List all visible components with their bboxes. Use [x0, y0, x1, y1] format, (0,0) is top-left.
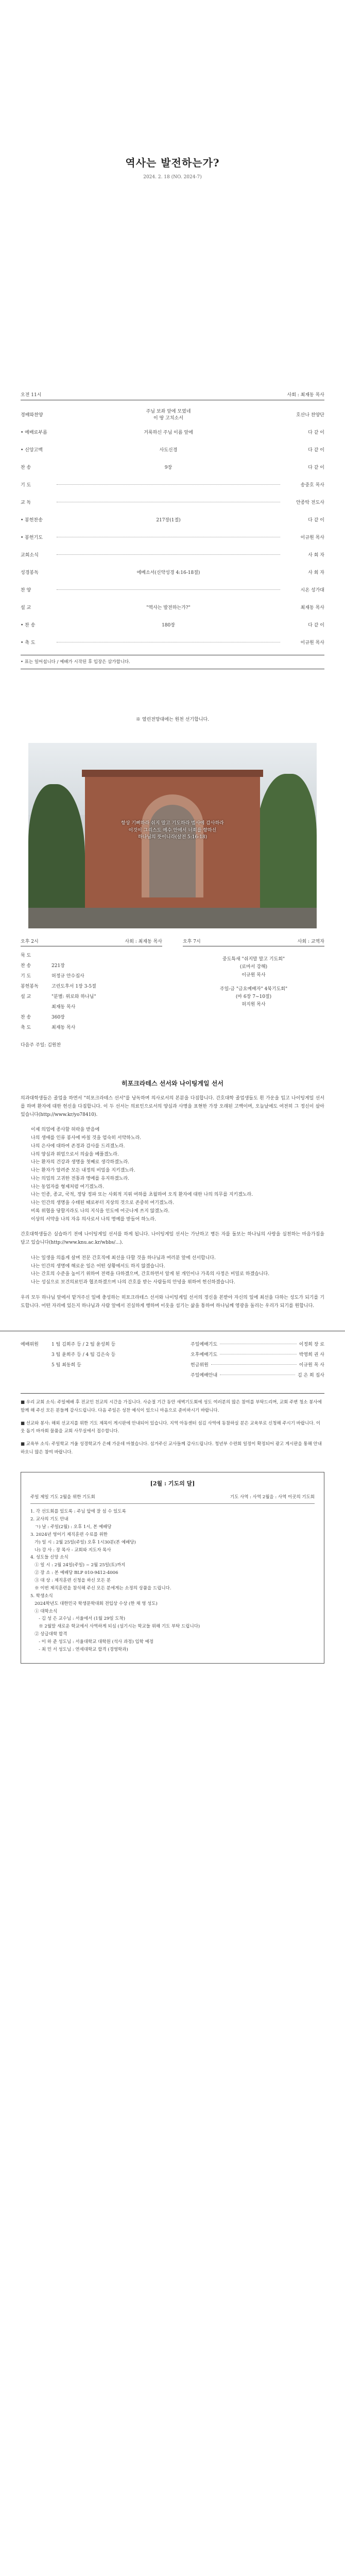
order-label: • 예배로부름 [21, 430, 47, 435]
wednesday-line [183, 979, 324, 986]
order-leader: 시온 성가대 [300, 587, 324, 593]
nightingale-list [21, 1255, 324, 1287]
server-value: 이정희 장 로 [299, 1342, 324, 1347]
order-leader: 사 회 자 [308, 552, 324, 558]
afternoon-worship [21, 938, 162, 1032]
prayer-meta-left: 주일 제일 기도 2월을 위한 기도회 [30, 1495, 95, 1500]
oath-item: 나의 은사에 대하여 존경과 감사를 드리겠노라. [31, 1143, 125, 1149]
server-value: 5 팀 최동희 등 [51, 1362, 81, 1368]
prayer-item: ※ 2월말 새로운 학교에서 사역하게 되심 (섬기시는 학교들 위해 기도 부탁 드립니다) [30, 1624, 200, 1630]
prayer-item: ① 일 시 : 2월 24일(주일) ~ 2월 25일(토)까지 [30, 1563, 126, 1568]
notice-item: ■ 우리 교회 소식: 주일예배 후 전교인 친교의 시간을 가집니다. 사순절 기간 동안 새벽기도회에 성도 여러분의 많은 참여를 부탁드리며, 교회 주변 청소 봉사에 함께 해 주신 모든 분들께 감사드립니다. 다음 주일은 성찬 예식이 있으니 마음으로 준비하시기 바랍니다. [21, 1400, 322, 1413]
server-row [21, 1349, 191, 1359]
order-label: • 봉헌기도 [21, 535, 43, 540]
server-row [191, 1338, 324, 1349]
order-label: • 축 도 [21, 640, 36, 646]
nightingale-item: 나는 일생을 의롭게 살며 전문 간호직에 최선을 다할 것을 하나님과 여러분 앞에 선서합니다. [31, 1255, 216, 1261]
server-label: 예배위원 [21, 1342, 39, 1347]
oath-item: 나는 인종, 종교, 국적, 정당 정파 또는 사회적 지위 여하를 초월하여 오직 환자에 대한 나의 의무를 지키겠노라. [31, 1192, 253, 1198]
order-row [21, 458, 324, 476]
page-title: 역사는 발전하는가? [125, 157, 220, 169]
worship-note: • 표는 일어섭니다 / 예배가 시작된 후 입장은 삼가합니다. [21, 655, 324, 669]
oath-item: 나는 동업자를 형제처럼 여기겠노라. [31, 1184, 104, 1190]
order-row [21, 598, 324, 616]
prayer-item: 나) 강 사 : 장 목사 - 교회와 지도자 목사 [30, 1547, 111, 1553]
order-row [21, 493, 324, 511]
order-content: 217장(1절) [156, 517, 181, 523]
oath-item: 비록 위협을 당할지라도 나의 지식을 인도에 어긋나게 쓰지 않겠노라. [31, 1208, 170, 1214]
nightingale-item: 나는 인간의 생명에 해로운 일은 어떤 상황에서도 하지 않겠습니다. [31, 1263, 165, 1269]
servers-right [191, 1338, 324, 1380]
essay-paragraph-1: 의과대학생들은 졸업을 하면서 "히포크라테스 선서"를 낭독하며 의사로서의 본분을 다짐합니다. 간호대학 졸업생들도 흰 가운을 입고 나이팅게일 선서를 하며 환자에 대한 헌신을 다짐합니다. 이 두 선서는 의료인으로서의 양심과 사명을 표현한 가장 오래된 고백이며, 오늘날에도 여전히 그 정신이 살아있습니다(http://www.kr/yo78410). [21, 1096, 324, 1117]
oath-item: 나의 생애를 인류 봉사에 바칠 것을 엄숙히 서약하노라. [31, 1136, 142, 1141]
afternoon-row [21, 960, 162, 970]
order-row [21, 616, 324, 633]
essay-paragraph-2: 간호대학생들은 실습하기 전에 나이팅게일 선서를 하게 됩니다. 나이팅게일 선서는 가난하고 병든 자를 돌보는 하나님의 사랑을 실천하는 마음가짐을 담고 있습니다(http://www.knu.ac.kr/wbbs/...). [21, 1232, 324, 1245]
prayer-item: 3. 2024년 영어기 제직훈련 수료를 위한 [30, 1532, 108, 1537]
oath-item: 나는 의업의 고귀한 전통과 명예를 유지하겠노라. [31, 1176, 130, 1181]
prayer-item: ② 장 소 : 본 예배당 BLP 010-9412-4006 [30, 1570, 118, 1576]
oath-item: 이제 의업에 종사할 허락을 받음에 [31, 1127, 100, 1133]
order-row [21, 405, 324, 423]
server-value: 박영희 권 사 [299, 1352, 324, 1358]
order-label: 기 도 [21, 482, 31, 488]
wednesday-line: 이규원 목사 [242, 972, 266, 978]
afternoon-row [21, 980, 162, 991]
order-row [21, 633, 324, 651]
prayer-item: ② 상급대학 합격 [30, 1632, 67, 1637]
oath-item: 나의 양심과 위엄으로서 의술을 베풀겠노라. [31, 1151, 119, 1157]
order-leader: 다 같 이 [308, 447, 324, 453]
prayer-item: ㄱ) 날 : 주일(2월) : 오후 1시, 본 예배당 [30, 1524, 112, 1530]
prayer-meta-right: 기도 사역 : 사역 2월을 : 사역 이곳의 기도회 [230, 1495, 315, 1500]
prayer-item: 5. 학생소식 [30, 1593, 53, 1599]
server-label: 오후예배기도 [191, 1352, 218, 1358]
order-label: 찬 송 [21, 465, 31, 470]
prayer-item: - 김 성 은 교수님 : 서울에서 (1월 29일 도착) [30, 1616, 126, 1622]
photo-caption: 항상 기뻐하라 쉬지 말고 기도하라 범사에 감사하라 이것이 그리스도 예수 안에서 너희를 향하신 하나님의 뜻이니라(살전 5:16-18) [121, 821, 224, 840]
afternoon-label: 찬 송 [21, 1014, 31, 1020]
order-row [21, 528, 324, 546]
afternoon-row [21, 950, 162, 960]
server-row [191, 1369, 324, 1380]
afternoon-value: 고린도후서 1장 3-5절 [51, 984, 96, 989]
title-block [0, 0, 345, 180]
order-content: 9장 [164, 465, 173, 470]
worship-order-list [21, 405, 324, 651]
order-leader: 다 같 이 [308, 430, 324, 435]
afternoon-time: 오후 2시 [21, 939, 39, 944]
wednesday-details [183, 956, 324, 1009]
wednesday-line: (로마서 강해) [239, 964, 268, 970]
wednesday-worship [162, 938, 324, 1032]
order-content: 180장 [162, 622, 175, 628]
wednesday-line: (마 6장 7~10절) [235, 994, 272, 1000]
order-label: 경배와찬양 [21, 412, 43, 418]
afternoon-row [21, 1022, 162, 1032]
order-leader: 다 같 이 [308, 622, 324, 628]
afternoon-row [21, 1001, 162, 1011]
wednesday-presider: 사회 : 교역자 [297, 939, 324, 944]
worship-presider: 사회 : 최재동 목사 [287, 393, 324, 398]
order-dots [57, 589, 280, 590]
servers-left [21, 1338, 191, 1380]
order-leader: 이규원 목사 [300, 640, 324, 646]
worship-order-header [21, 391, 324, 400]
afternoon-label: 설 교 [21, 994, 31, 999]
afternoon-value: 221장 [51, 963, 65, 969]
order-content: 주님 보좌 앞에 모였네 이 땅 고치소서 [146, 409, 191, 421]
order-leader: 송중호 목사 [300, 482, 324, 488]
nightingale-item: 나는 성심으로 보건의료인과 협조하겠으며 나의 간호를 받는 사람들의 안녕을 위하여 헌신하겠습니다. [31, 1280, 235, 1285]
servers-section [0, 1331, 345, 1380]
essay-section [0, 1079, 345, 1310]
wednesday-time: 오후 7시 [183, 939, 201, 944]
order-leader: 이규원 목사 [300, 535, 324, 540]
church-notices [21, 1393, 324, 1456]
afternoon-value: "분별: 위로와 하나님" [51, 994, 96, 999]
prayer-item: ③ 대 상 : 제직훈련 신청을 하신 모든 분 [30, 1578, 111, 1584]
wednesday-line: 주일-금 "금요예배자" 4북기도회" [219, 986, 288, 992]
order-row [21, 423, 324, 440]
server-label: 헌금위원 [191, 1362, 209, 1368]
afternoon-order-list [21, 950, 162, 1032]
afternoon-value: 최재동 목사 [51, 1004, 76, 1010]
order-row [21, 581, 324, 598]
server-dots [211, 1364, 297, 1365]
bulletin-date: 2024. 2. 18 (NO. 2024-7) [143, 175, 202, 180]
prayer-item: ※ 이번 제직훈련을 참석해 주신 모든 분에게는 소정의 상품을 드립니다. [30, 1585, 171, 1591]
church-building [85, 774, 260, 928]
notice-item: ■ 선교와 봉사: 해외 선교지를 위한 기도 제목이 게시판에 안내되어 있습니다. 지역 아동센터 섬김 사역에 동참하실 분은 교육부로 신청해 주시기 바랍니다. 이웃 돕기 바자회 물품을 교회 사무실에서 접수합니다. [21, 1420, 321, 1434]
order-leader: 다 같 이 [308, 517, 324, 523]
essay-paragraph-3: 우리 모두 하나님 앞에서 맡겨주신 일에 충성하는 히포크라테스 선서와 나이팅게일 선서의 정신을 본받아 자신의 일에 최선을 다하는 성도가 되기를 기도합니다. 어떤 자리에 있든지 하나님과 사람 앞에서 진실하게 행하며 이웃을 섬기는 삶을 통하여 하나님께 영광을 돌리는 우리가 되기를 원합니다. [21, 1295, 324, 1309]
order-row [21, 476, 324, 493]
order-leader: 안종탁 전도사 [296, 500, 324, 505]
order-dots [57, 484, 280, 485]
server-row [191, 1359, 324, 1369]
order-content: "역사는 발전하는가?" [146, 605, 191, 611]
afternoon-row [21, 970, 162, 980]
oath-item: 나는 인간의 생명을 수태된 때로부터 지상의 것으로 존중히 여기겠노라. [31, 1200, 174, 1206]
order-leader: 최재동 목사 [300, 605, 324, 611]
afternoon-label: 묵 도 [21, 953, 31, 958]
prayer-item: - 이 하 준 성도님 : 서울대학교 대학원 (석사 과정) 입학 예정 [30, 1639, 153, 1645]
oath-item: 이상의 서약을 나의 자유 의사로서 나의 명예를 받들어 하노라. [31, 1216, 157, 1222]
next-preacher: 다음주 주일: 김원찬 [21, 1043, 61, 1048]
prayer-item: ① 대학소식 [30, 1608, 58, 1614]
server-row [21, 1359, 191, 1369]
prayer-box [21, 1472, 324, 1664]
order-content: 사도신경 [159, 447, 178, 453]
server-value: 이규원 목 사 [299, 1362, 324, 1368]
oath-item: 나는 환자의 건강과 생명을 첫째로 생각하겠노라. [31, 1160, 130, 1165]
server-label: 주일예배안내 [191, 1372, 218, 1378]
server-value: 김 은 희 집사 [297, 1372, 324, 1378]
afternoon-value: 최재동 목사 [51, 1025, 76, 1030]
prayer-list [30, 1508, 315, 1654]
order-label: 성경봉독 [21, 570, 39, 575]
order-leader: 사 회 자 [308, 570, 324, 575]
order-label: • 찬 송 [21, 622, 36, 628]
server-value: 3 팀 윤희주 등 / 4 팀 김은숙 등 [51, 1352, 116, 1358]
order-label: 교 독 [21, 500, 31, 505]
worship-order [0, 391, 345, 669]
server-row [21, 1338, 191, 1349]
prayer-title: [2월 : 기도의 달] [150, 1480, 195, 1487]
afternoon-value: 360장 [51, 1014, 65, 1020]
afternoon-label: 기 도 [21, 973, 31, 979]
wednesday-line: 허지원 목사 [242, 1002, 266, 1008]
order-label: • 신앙고백 [21, 447, 43, 453]
afternoon-value: 허정규 안수집사 [51, 973, 84, 979]
afternoon-label: 찬 송 [21, 963, 31, 969]
server-value: 1 팀 김희주 등 / 2 팀 윤성희 등 [51, 1342, 116, 1347]
afternoon-section [0, 938, 345, 1032]
order-label: 설 교 [21, 605, 31, 611]
notice-item: ■ 교육부 소식: 주일학교 겨울 성경학교가 은혜 가운데 마쳤습니다. 섬겨주신 교사들께 감사드립니다. 청년부 수련회 일정이 확정되어 광고 게시판을 통해 안내하오니 많은 참여 바랍니다. [21, 1442, 322, 1455]
worship-time: 오전 11시 [21, 393, 42, 398]
order-leader: 호산나 찬양단 [296, 412, 324, 418]
afternoon-row [21, 1011, 162, 1022]
order-label: 교회소식 [21, 552, 39, 558]
wednesday-line: 중도특새 "쉬지말 말고 기도회" [222, 957, 285, 962]
afternoon-presider: 사회 : 최재동 목사 [125, 939, 162, 944]
order-content: 에베소서(신약성경 4:16-18절) [136, 570, 200, 575]
prayer-note: ※ 열린전망대에는 원천 선기합니다. [135, 717, 210, 722]
nightingale-item: 나는 간호의 수준을 높이기 위하여 전력을 다하겠으며, 간호하면서 알게 된 개인이나 가족의 사정은 비밀로 하겠습니다. [31, 1272, 270, 1277]
order-dots [57, 554, 280, 555]
order-content: 거룩하신 주님 이름 앞에 [144, 430, 193, 435]
order-leader: 다 같 이 [308, 465, 324, 470]
order-row [21, 440, 324, 458]
afternoon-label: 축 도 [21, 1025, 31, 1030]
server-row [191, 1349, 324, 1359]
afternoon-label: 봉헌봉독 [21, 984, 39, 989]
oath-list [21, 1126, 324, 1224]
afternoon-row [21, 991, 162, 1001]
essay-title: 히포크라테스 선서와 나이팅게일 선서 [121, 1080, 223, 1087]
prayer-item: 2. 교사의 기도 안내 [30, 1517, 68, 1522]
prayer-item: 1. 각 선도회를 있도록 : 주님 앞에 잘 섬 수 있도록 [30, 1509, 126, 1515]
prayer-item: - 최 민 서 성도님 : 연세대학교 합격 (경영학과) [30, 1647, 128, 1652]
order-row [21, 546, 324, 563]
order-label: • 봉헌찬송 [21, 517, 43, 523]
order-row [21, 511, 324, 528]
church-photo [28, 743, 317, 928]
oath-item: 나는 환자가 알려준 모든 내정의 비밀을 지키겠노라. [31, 1168, 135, 1173]
order-row [21, 563, 324, 581]
order-label: 찬 양 [21, 587, 31, 593]
prayer-item: 4. 성도들 신앙 소식 [30, 1555, 68, 1561]
prayer-item: 가) 일 시 : 2월 25일(주일) 오후 1시30분(본 예배당) [30, 1539, 136, 1545]
prayer-item: 2024학년도 대한민국 학생문학대회 전입상 수상 (한 채 영 성도) [30, 1601, 158, 1606]
server-label: 주일예배기도 [191, 1342, 218, 1347]
